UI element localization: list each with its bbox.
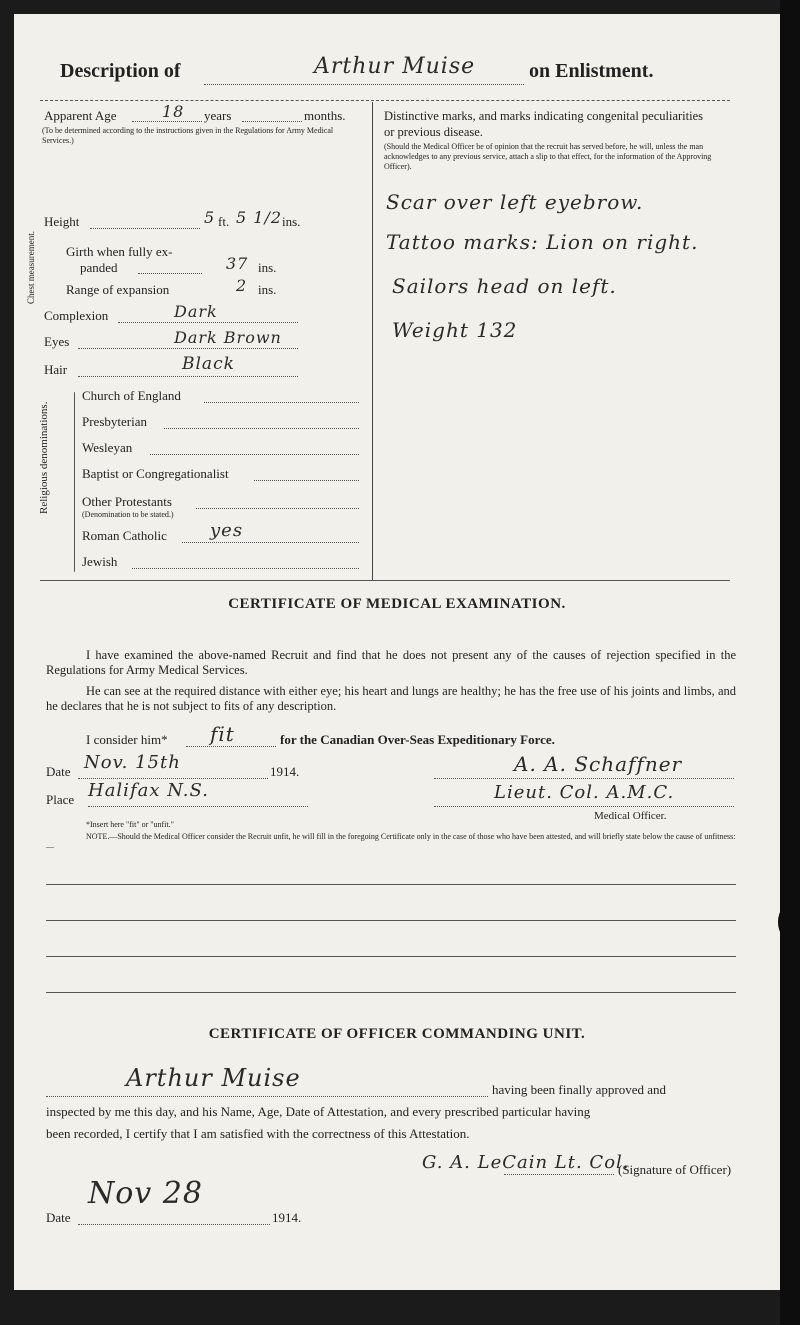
religion-presbyterian: Presbyterian [82, 414, 147, 429]
age-label: Apparent Age [44, 108, 117, 123]
girth-value: 37 [226, 254, 249, 273]
girth-dots [138, 273, 202, 274]
header-prefix: Description of [60, 60, 181, 82]
medical-certificate-title: CERTIFICATE OF MEDICAL EXAMINATION. [228, 596, 566, 612]
chest-measurement-label: Chest measurement. [26, 231, 36, 304]
medical-date-label: Date [46, 764, 71, 779]
religion-other-protestants: Other Protestants [82, 494, 172, 509]
top-rule [40, 100, 730, 101]
commanding-name-dots [46, 1096, 488, 1097]
range-label: Range of expansion [66, 282, 170, 297]
medical-officer-signature: A. A. Schaffner [514, 752, 683, 776]
mark-scar: Scar over left eyebrow. [386, 190, 644, 214]
eyes-value: Dark Brown [174, 328, 282, 347]
column-divider [372, 102, 373, 580]
age-instruction-note: (To be determined according to the instructions given in the Regulations for Army Medical Services.) [42, 126, 334, 145]
medical-date-dots [78, 778, 268, 779]
ft-label: ft. [218, 214, 230, 229]
insert-fit-note: *Insert here "fit" or "unfit." [86, 820, 174, 829]
religion-label: Religious denominations. [38, 401, 50, 514]
religion-bracket [74, 392, 75, 572]
medical-date-value: Nov. 15th [84, 752, 181, 773]
consider-suffix: for the Canadian Over-Seas Expeditionary Force. [280, 732, 555, 747]
commanding-signature-dots [504, 1174, 614, 1175]
commanding-date-value: Nov 28 [88, 1176, 203, 1211]
medical-officer-rank: Lieut. Col. A.M.C. [494, 782, 675, 803]
commanding-text-1: having been finally approved and [492, 1082, 666, 1097]
denomination-note: (Denomination to be stated.) [82, 510, 174, 519]
unfit-note: NOTE.—Should the Medical Officer consider the Recruit unfit, he will fill in the foregoing Certificate only in the case of those who have been attested, and will briefly state below the cause of unfitness:— [46, 832, 736, 851]
fitness-value: fit [210, 722, 235, 746]
recruit-name-handwritten: Arthur Muise [314, 54, 476, 79]
unfit-reason-line-2 [46, 920, 736, 921]
religion-church-of-england: Church of England [82, 388, 181, 403]
religion-dots-5 [196, 508, 359, 509]
commanding-date-year: 1914. [272, 1210, 302, 1225]
ins-label: ins. [282, 214, 301, 229]
header-name-line [204, 84, 524, 85]
rc-label: Roman Catholic [82, 528, 167, 543]
age-dots [132, 121, 202, 122]
medical-paragraph-2: He can see at the required distance with either eye; his heart and lungs are healthy; he has the free use of his joints and limbs, and he declares that he is not subject to fits of any description. [46, 684, 736, 713]
medical-paragraph-1: I have examined the above-named Recruit and find that he does not present any of the causes of rejection specified in the Regulations for Army Medical Services. [46, 648, 736, 677]
religion-dots-3 [150, 454, 359, 455]
girth-ins-label: ins. [258, 260, 277, 275]
months-label: months. [304, 108, 346, 123]
range-value: 2 [236, 276, 248, 295]
marks-title: Distinctive marks, and marks indicating congenital peculiarities or previous disease. [384, 109, 704, 139]
commanding-date-dots [78, 1224, 270, 1225]
rc-dots [182, 542, 359, 543]
medical-place-label: Place [46, 792, 75, 807]
unfit-reason-line-1 [46, 884, 736, 885]
jewish-dots [132, 568, 359, 569]
weight-note: Weight 132 [392, 318, 518, 342]
religion-baptist: Baptist or Congregationalist [82, 466, 229, 481]
age-value: 18 [162, 102, 185, 121]
commanding-certificate-title: CERTIFICATE OF OFFICER COMMANDING UNIT. [208, 1026, 586, 1042]
months-dots [242, 121, 302, 122]
hair-dots [78, 376, 298, 377]
height-dots [90, 228, 200, 229]
mark-tattoo-left: Sailors head on left. [392, 274, 617, 298]
header-suffix: on Enlistment. [529, 60, 654, 82]
complexion-label: Complexion [44, 308, 109, 323]
girth-label-1: Girth when fully ex- [66, 244, 173, 259]
religion-dots-1 [204, 402, 359, 403]
medical-place-value: Halifax N.S. [88, 780, 209, 801]
medical-rank-dots [434, 806, 734, 807]
unfit-reason-line-4 [46, 992, 736, 993]
eyes-label: Eyes [44, 334, 70, 349]
medical-date-year: 1914. [270, 764, 300, 779]
height-label: Height [44, 214, 80, 229]
religion-dots-2 [164, 428, 359, 429]
height-inches-value: 5 1/2 [236, 208, 283, 227]
girth-label-2: panded [80, 260, 118, 275]
commanding-text-3: been recorded, I certify that I am satisfied with the correctness of this Attestation. [46, 1126, 470, 1141]
hair-label: Hair [44, 362, 68, 377]
enlistment-form-page [14, 14, 780, 1290]
rc-value: yes [210, 520, 244, 541]
height-feet-value: 5 [204, 208, 216, 227]
marks-note: (Should the Medical Officer be of opinion that the recruit has served before, he will, unless the man acknowledges to any previous service, attach a slip to that effect, for the information of the Approving Officer). [384, 142, 712, 171]
medical-officer-label: Medical Officer. [594, 810, 667, 822]
religion-wesleyan: Wesleyan [82, 440, 133, 455]
jewish-label: Jewish [82, 554, 118, 569]
commanding-recruit-name: Arthur Muise [126, 1064, 301, 1092]
commanding-text-2: inspected by me this day, and his Name, Age, Date of Attestation, and every prescribed particular having [46, 1104, 591, 1119]
complexion-dots [118, 322, 298, 323]
eyes-dots [78, 348, 298, 349]
hair-value: Black [182, 354, 235, 374]
range-ins-label: ins. [258, 282, 277, 297]
complexion-value: Dark [174, 302, 218, 321]
section-rule [40, 580, 730, 581]
medical-place-dots [88, 806, 308, 807]
religion-dots-4 [254, 480, 359, 481]
years-label: years [204, 108, 232, 123]
commanding-date-label: Date [46, 1210, 71, 1225]
commanding-signature-label: (Signature of Officer) [618, 1162, 732, 1177]
scan-edge [780, 0, 800, 1325]
medical-signature-dots [434, 778, 734, 779]
mark-tattoo-right: Tattoo marks: Lion on right. [386, 230, 699, 254]
consider-dots [186, 746, 276, 747]
unfit-reason-line-3 [46, 956, 736, 957]
consider-label: I consider him* [86, 732, 168, 747]
commanding-officer-signature: G. A. LeCain Lt. Col. [422, 1152, 630, 1173]
